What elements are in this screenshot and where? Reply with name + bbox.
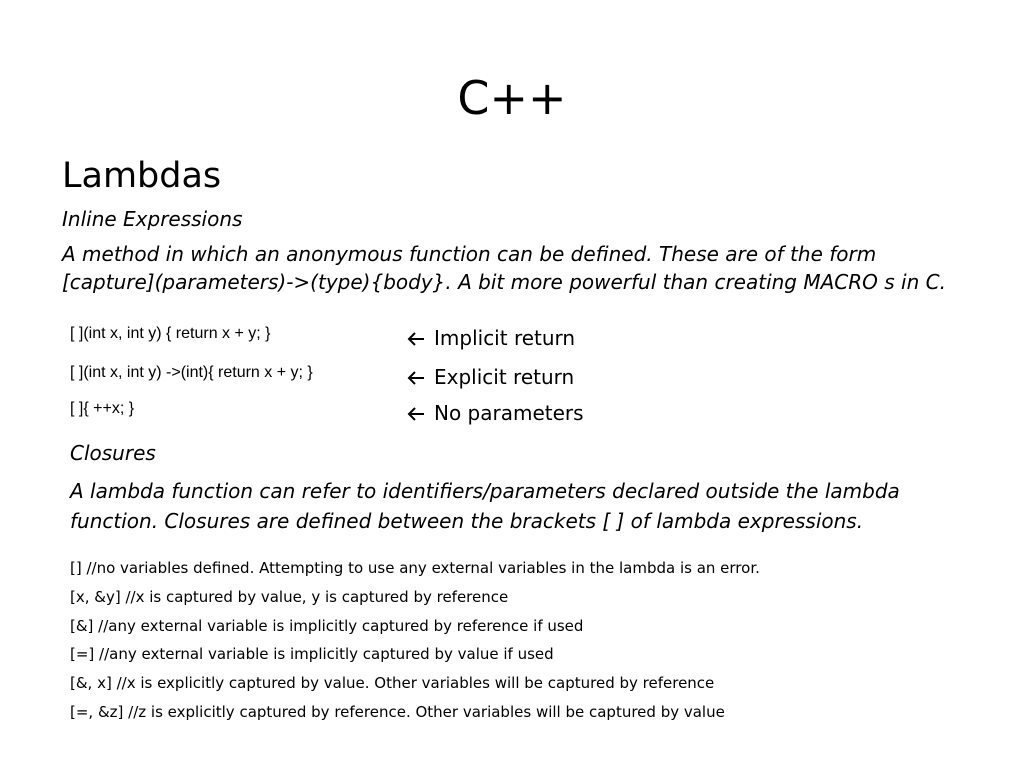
example-note xyxy=(406,364,574,390)
code-example: [ ]{ ++x; } xyxy=(70,400,135,417)
section-description xyxy=(62,240,1002,296)
left-arrow-icon xyxy=(406,325,434,351)
example-note-label: Implicit return xyxy=(434,326,576,350)
code-example: [ ](int x, int y) ->(int){ return x + y; } xyxy=(70,364,313,381)
example-note xyxy=(406,400,584,426)
example-note-label: Explicit return xyxy=(434,365,575,389)
section-subheading: Inline Expressions xyxy=(62,207,243,231)
slide-title: C++ xyxy=(457,71,567,125)
left-arrow-icon xyxy=(406,364,434,390)
capture-item: [] //no variables defined. Attempting to use any external variables in the lambda is an error. xyxy=(70,559,760,577)
example-note-label: No parameters xyxy=(434,401,584,425)
capture-item: [=, &z] //z is explicitly captured by reference. Other variables will be captured by value xyxy=(70,703,725,721)
capture-item: [=] //any external variable is implicitly captured by value if used xyxy=(70,645,554,663)
code-example: [ ](int x, int y) { return x + y; } xyxy=(70,325,271,342)
description-line: [capture](parameters)->(type){body}. A bit more powerful than creating MACRO s in C. xyxy=(62,270,946,294)
capture-item: [x, &y] //x is captured by value, y is captured by reference xyxy=(70,588,509,606)
closures-description-line: function. Closures are defined between the brackets [ ] of lambda expressions. xyxy=(70,509,864,533)
closures-description-line: A lambda function can refer to identifiers/parameters declared outside the lambda xyxy=(70,479,900,503)
capture-item: [&, x] //x is explicitly captured by value. Other variables will be captured by reference xyxy=(70,674,715,692)
section-heading: Lambdas xyxy=(62,156,222,196)
description-line: A method in which an anonymous function can be defined. These are of the form xyxy=(62,242,877,266)
capture-item: [&] //any external variable is implicitly captured by reference if used xyxy=(70,617,584,635)
closures-description xyxy=(70,476,1000,536)
example-note xyxy=(406,325,575,351)
left-arrow-icon xyxy=(406,400,434,426)
closures-heading: Closures xyxy=(70,441,156,465)
